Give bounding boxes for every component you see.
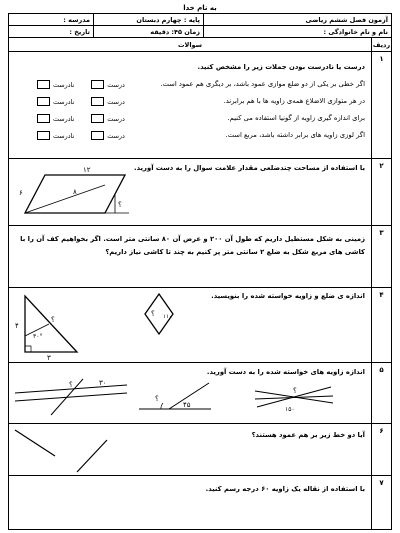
- parallel-line-bottom: [15, 393, 127, 401]
- question-row-7: [9, 476, 391, 529]
- line-b: [77, 440, 107, 472]
- false-checkbox[interactable]: [37, 97, 50, 106]
- angle-figure: [139, 379, 219, 419]
- question-text: آیا دو خط زیر بر هم عمود هستند؟: [251, 431, 365, 439]
- question-row-2: [9, 159, 391, 226]
- label-unknown-side: ؟: [51, 316, 55, 324]
- right-triangle-figure: [13, 292, 83, 360]
- true-label: درست: [107, 114, 125, 123]
- question-text: اندازه زاویه های خواسته شده را به دست آورید.: [206, 368, 365, 376]
- label-12: ۱۲: [83, 166, 91, 174]
- question-text-line-1: زمینی به شکل مستطیل داریم که طول آن ۲۰۰ و عرض آن ۸۰ سانتی متر است. اگر بخواهیم کف آن را با: [20, 235, 365, 243]
- crossing-line-3: [255, 396, 333, 399]
- label-110: ۱۱۰: [163, 314, 172, 320]
- label-45: ۴۵: [183, 401, 191, 409]
- date-label: تاریخ :: [69, 28, 90, 36]
- statement-4: اگر لوزی زاویه های برابر داشته باشد، مربع است.: [225, 131, 365, 139]
- parallelogram-figure: [17, 165, 137, 225]
- question-number: ۷: [371, 476, 391, 529]
- triangle-shape: [25, 296, 77, 352]
- question-number: ۴: [371, 288, 391, 362]
- answer-options-2: [23, 97, 125, 106]
- label-8: ۸: [73, 188, 77, 196]
- grade-label: پایه : چهارم دبستان: [93, 14, 203, 26]
- question-number: ۵: [371, 363, 391, 423]
- exam-sheet: [8, 13, 392, 530]
- transversal-line: [51, 379, 83, 415]
- line-a: [15, 430, 55, 456]
- label-150: ۱۵۰: [285, 406, 295, 413]
- statement-1: اگر خطی بر یکی از دو ضلع موازی عمود باشد، بر دیگری هم عمود است.: [160, 80, 365, 88]
- label-4: ۴: [15, 322, 19, 330]
- crossing-lines-figure: [255, 379, 335, 419]
- question-row-3: [9, 226, 391, 288]
- question-number: ۶: [371, 424, 391, 475]
- question-row-1: [9, 52, 391, 159]
- question-text: اندازه ی ضلع و زاویه خواسته شده را بنویسید.: [211, 292, 365, 300]
- true-label: درست: [107, 80, 125, 89]
- question-number: ۱: [371, 52, 391, 158]
- question-title: درست یا نادرست بودن جملات زیر را مشخص کنید.: [197, 63, 365, 71]
- two-lines-figure: [15, 426, 125, 476]
- label-30: ۳۰°: [33, 333, 43, 340]
- true-label: درست: [107, 131, 125, 140]
- question-row-6: [9, 424, 391, 476]
- header-row-3: [9, 38, 391, 52]
- label-unknown-3: ؟: [293, 387, 297, 395]
- true-checkbox[interactable]: [91, 97, 104, 106]
- name-label: نام و نام خانوادگی :: [203, 26, 391, 38]
- answer-options-4: [23, 131, 125, 140]
- angle-arc: [161, 403, 163, 409]
- label-unknown-2: ؟: [155, 395, 159, 403]
- parallel-lines-figure: [15, 379, 135, 423]
- right-angle-mark: [25, 346, 31, 352]
- answer-options-1: [23, 80, 125, 89]
- question-row-4: [9, 288, 391, 363]
- statement-3: برای اندازه گیری زاویه از گونیا استفاده می کنیم.: [227, 114, 365, 122]
- false-checkbox[interactable]: [37, 131, 50, 140]
- label-unknown-angle: ؟: [151, 310, 155, 318]
- time-label: زمان ۴۵: دقیقه: [93, 26, 203, 38]
- label-30: ۳۰: [99, 379, 107, 387]
- school-label: مدرسه :: [63, 16, 90, 24]
- label-3: ۳: [47, 354, 51, 362]
- question-text: با استفاده از مساحت چندضلعی مقدار علامت سوال را به دست آورید.: [134, 164, 365, 172]
- false-label: نادرست: [53, 80, 75, 89]
- label-6: ۶: [19, 189, 23, 197]
- exam-title: آزمون فصل ششم ریاضی: [203, 14, 391, 26]
- question-text-line-2: کاشی های مربع شکل به ضلع ۲ سانتی متر پر کنیم به چند تا کاشی نیاز داریم؟: [105, 248, 365, 256]
- true-checkbox[interactable]: [91, 80, 104, 89]
- question-number: ۳: [371, 226, 391, 287]
- false-checkbox[interactable]: [37, 80, 50, 89]
- false-label: نادرست: [53, 114, 75, 123]
- question-number: ۲: [371, 159, 391, 225]
- question-text: با استفاده از نقاله یک زاویه ۶۰ درجه رسم کنید.: [205, 485, 365, 493]
- label-unknown-1: ؟: [69, 381, 73, 389]
- header-row-2: [9, 26, 391, 38]
- header-row-1: [9, 14, 391, 26]
- false-label: نادرست: [53, 131, 75, 140]
- label-unknown: ؟: [118, 201, 122, 209]
- false-label: نادرست: [53, 97, 75, 106]
- answer-options-3: [23, 114, 125, 123]
- true-label: درست: [107, 97, 125, 106]
- question-row-5: [9, 363, 391, 424]
- col-questions-header: سوالات: [177, 41, 203, 49]
- rhombus-figure: [145, 294, 185, 338]
- true-checkbox[interactable]: [91, 131, 104, 140]
- statement-2: در هر متوازی الاضلاع همه‌ی زاویه ها با هم برابرند.: [223, 97, 365, 105]
- false-checkbox[interactable]: [37, 114, 50, 123]
- col-row-header: ردیف: [371, 38, 391, 52]
- true-checkbox[interactable]: [91, 114, 104, 123]
- page-title: به نام خدا: [183, 4, 217, 12]
